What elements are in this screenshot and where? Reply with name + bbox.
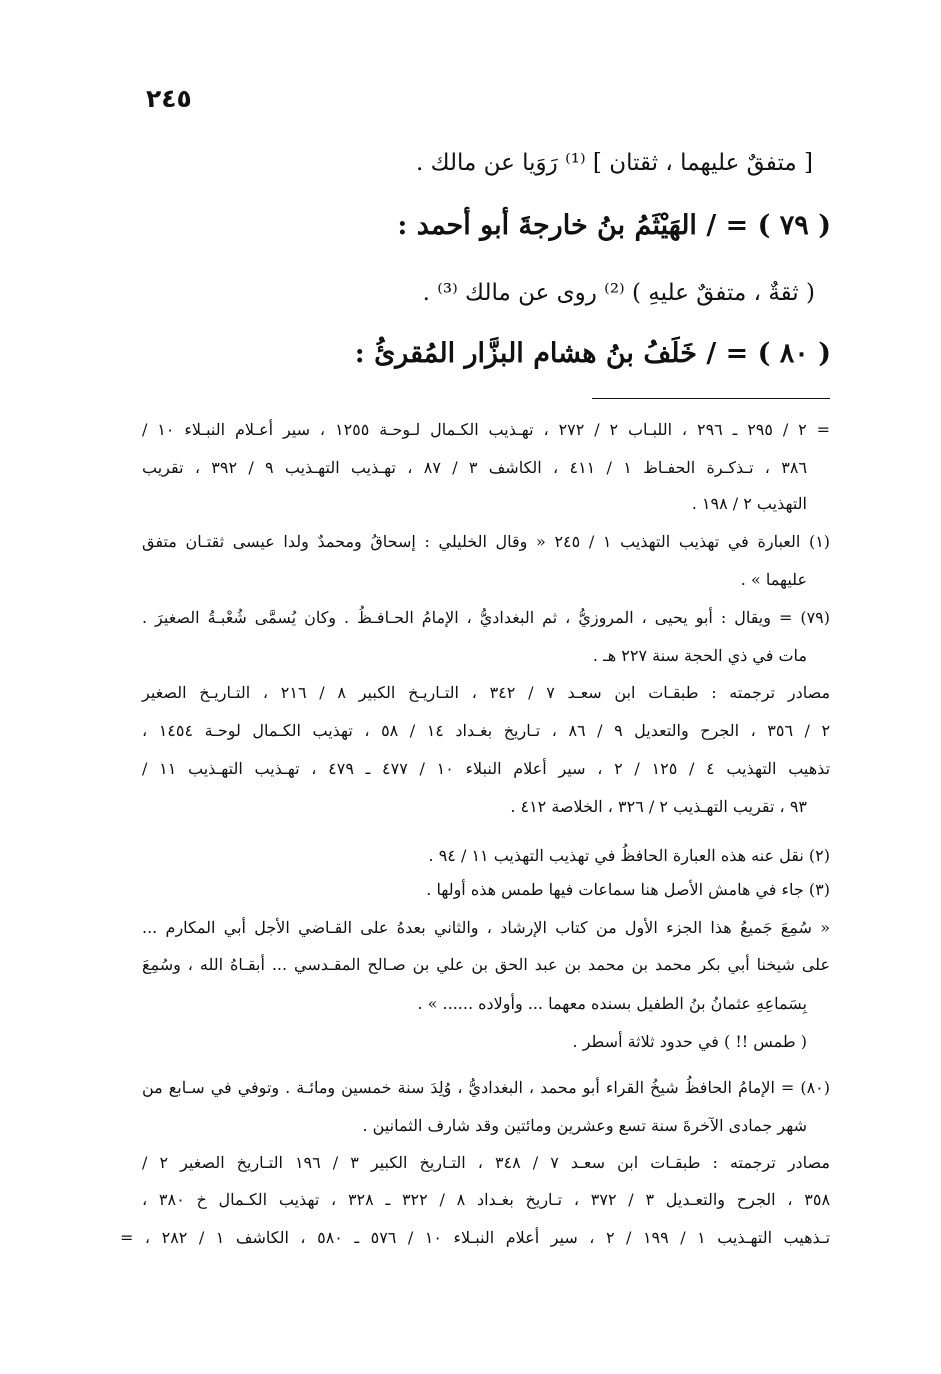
footnote-1-line-1: (١) العبارة في تهذيب التهذيب ١ / ٢٤٥ « وقال الخليلي : إسحاقُ ومحمدٌ ولدا عيسى ثقتـان متفق [142,532,831,551]
main-line-1: [ متفقٌ عليهما ، ثقتان ] ⁽¹⁾ رَوَيا عن مالك . [415,150,813,176]
footnote-79-line-5: تذهيب التهذيب ٤ / ١٢٥ / ٢ ، سير أعلام النبلاء ١٠ / ٤٧٧ ـ ٤٧٩ ، تهـذيب التهـذيب ١١ / [142,759,831,778]
footnote-80-line-5: تـذهيب التهـذيب ١ / ١٩٩ / ٢ ، سير أعلام النبـلاء ١٠ / ٥٧٦ ـ ٥٨٠ ، الكاشف ١ / ٢٨٢ ، = [120,1228,831,1247]
footnote-80-line-4: ٣٥٨ ، الجرح والتعـديل ٣ / ٣٧٢ ، تـاريخ بغـداد ٨ / ٣٢٢ ـ ٣٢٨ ، تهذيب الكـمال خ ٣٨٠ ، [142,1190,831,1209]
heading-entry-79: ( ٧٩ ) = / الهَيْثَمُ بنُ خارجةَ أبو أحمد : [397,210,831,241]
footnote-80-line-1: (٨٠) = الإمامُ الحافظُ شيخُ القراء أبو محمد ، البغداديُّ ، وُلِدَ سنة خمسين ومائـة . وتوفي في سـابع من [142,1078,830,1097]
footnote-80-line-3: مصادر ترجمته : طبقـات ابن سعـد ٧ / ٣٤٨ ، التـاريخ الكبير ٣ / ١٩٦ التـاريخ الصغير ٢ / [142,1153,831,1172]
footnote-3-line-4: بِسَماعِهِ عثمانُ بنُ الطفيل بسنده معهما ... وأولاده ...... » . [417,994,807,1013]
footnote-79-line-2: مات في ذي الحجة سنة ٢٢٧ هـ . [592,646,807,665]
footnote-3-line-2: « سُمِعَ جَميعُ هذا الجزء الأول من كتاب الإرشاد ، والثاني بعدهُ على القـاضي الأجل أبي المكارم ... [142,918,830,937]
footnote-3-line-1: (٣) جاء في هامش الأصل هنا سماعات فيها طمس هذه أولها . [426,880,830,899]
footnote-3-line-3: على شيخنا أبي بكر محمد بن محمد بن عبد الحق بن علي بن صـالح المقـدسي ... أبقـاهُ الله ، وسُمِعَ [142,955,830,974]
main-line-3: ( ثقةٌ ، متفقٌ عليهِ ) ⁽²⁾ روى عن مالك ⁽³⁾ . [422,280,815,306]
footnote-79-line-3: مصادر ترجمته : طبقـات ابن سعـد ٧ / ٣٤٢ ، التـاريـخ الكبير ٨ / ٢١٦ ، التـاريـخ الصغير [142,683,831,702]
footnote-79-line-4: ٢ / ٣٥٦ ، الجرح والتعديل ٩ / ٨٦ ، تـاريخ بغـداد ١٤ / ٥٨ ، تهذيب الكـمال لوحـة ١٤٥٤ ، [142,721,831,740]
footnote-3-line-5: ( طمس !! ) في حدود ثلاثة أسطر . [572,1032,807,1051]
page-number: ٢٤٥ [146,84,192,113]
footnote-79-line-1: (٧٩) = ويقال : أبو يحيى ، المروزيُّ ، ثم البغداديُّ ، الإمامُ الحـافـظُ . وكان يُسمَّى شُعْبـةُ الصغيرَ . [142,608,830,627]
footnote-continued-line-1: = ٢ / ٢٩٥ ـ ٢٩٦ ، اللبـاب ٢ / ٢٧٢ ، تهـذيب الكـمال لـوحـة ١٢٥٥ ، سير أعـلام النبـلاء ١٠ / [142,420,831,439]
footnote-continued-line-2: ٣٨٦ ، تـذكـرة الحفـاظ ١ / ٤١١ ، الكاشف ٣ / ٨٧ ، تهـذيب التهـذيب ٩ / ٣٩٢ ، تقريب [142,458,808,477]
footnote-80-line-2: شهر جمادى الآخرةَ سنة تسع وعشرين ومائتين وقد شارف الثمانين . [362,1116,807,1135]
footnote-1-line-2: عليهما » . [740,570,807,589]
footnote-continued-line-3: التهذيب ٢ / ١٩٨ . [691,494,807,513]
footnote-2-line-1: (٢) نقل عنه هذه العبارة الحافظُ في تهذيب التهذيب ١١ / ٩٤ . [428,846,830,865]
footnote-79-line-6: ٩٣ ، تقريب التهـذيب ٢ / ٣٢٦ ، الخلاصة ٤١٢ . [510,797,807,816]
footnote-separator [592,398,830,399]
heading-entry-80: ( ٨٠ ) = / خَلَفُ بنُ هشام البزَّار المُقرئُ : [354,338,831,369]
